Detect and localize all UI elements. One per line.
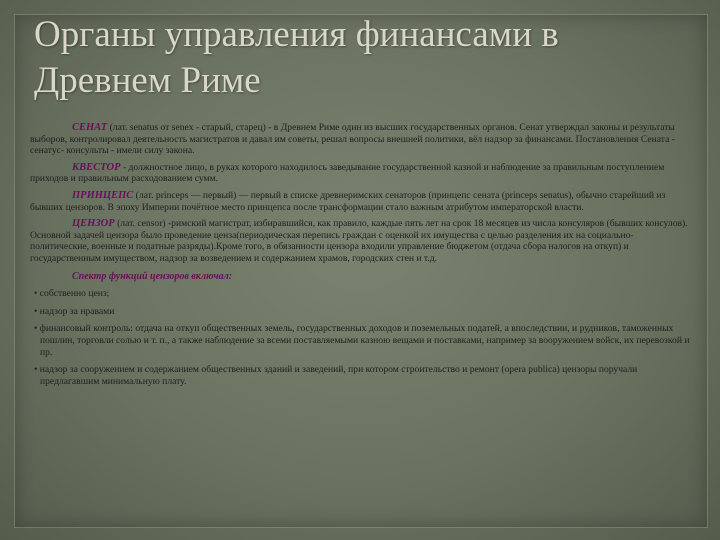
slide-title: Органы управления финансами в Древнем Риме xyxy=(34,14,559,101)
list-item-text: собственно ценз; xyxy=(39,288,110,300)
paragraph-censor xyxy=(30,218,692,264)
bullet-icon: • xyxy=(34,288,38,300)
list-item-text: надзор за нравами xyxy=(39,305,115,317)
paragraph-senate-text: (лат. senatus от senex - старый, старец) - в Древнем Риме один из высших государственных органов. Сенат утверждал законы и результаты выборов, контролировал деятельность магистратов и давал им советы, решал вопросы внешней политики, вёл надзор за финансами. Постановления Сената - сенатус- консульты - имели силу закона. xyxy=(30,122,675,157)
term-princeps: ПРИНЦЕПС xyxy=(72,189,134,201)
list-item xyxy=(30,288,692,300)
paragraph-princeps xyxy=(30,190,692,213)
paragraph-quaestor xyxy=(30,162,692,185)
term-senate: СЕНАТ xyxy=(72,122,108,133)
bullet-icon: • xyxy=(34,364,38,376)
paragraph-princeps-text: (лат. princeps — первый) — первый в списке древнеримских сенаторов (принцепс сената (princeps senatus), обычно старейший из бывших цензоров. В эпоху Империи почётное место принцепса после трансформации стало важным атрибутом императорской власти. xyxy=(30,189,666,213)
term-censor: ЦЕНЗОР xyxy=(72,218,115,230)
list-item xyxy=(30,364,692,387)
spectrum-heading: Спектр функций цензоров включал: xyxy=(72,270,233,282)
slide-content xyxy=(30,122,692,393)
list-item-text: надзор за сооружением и содержанием общественных зданий и заведений, при котором строительство и ремонт (opera publica) цензоры поручали предлагавшим минимальную плату. xyxy=(39,364,638,387)
paragraph-senate xyxy=(30,122,692,157)
paragraph-quaestor-text: - должностное лицо, в руках которого находилось заведывание государственной казной и наблюдение за правильным поступлением приходов и правильным расходованием сумм. xyxy=(30,161,665,185)
term-quaestor: КВЕСТОР xyxy=(72,161,121,173)
list-item xyxy=(30,323,692,358)
list-item xyxy=(30,306,692,318)
bullet-icon: • xyxy=(34,305,38,317)
bullet-icon: • xyxy=(34,323,38,335)
list-item-text: финансовый контроль: отдача на откуп общественных земель, государственных доходов и поземельных податей, а впоследствии, и рудников, таможенных пошлин, торговли солью и т. п., а также наблюдение за всеми поставляемыми казною вещами и поставками, например за вооружением войск, их перевозкой и пр. xyxy=(39,323,690,358)
paragraph-censor-text: (лат. censor) -римский магистрат, избиравшийся, как правило, каждые пять лет на срок 18 месяцев из числа консуляров (бывших консулов). Основной задачей цензора было проведение ценза(периодическая перепись граждан с оценкой их имущества с целью разделения их на социально-политические, военные и податные разряды).Кроме того, в обязанности цензора входили управление бюджетом (отдача сбора налогов на откуп) и государственным имуществом, надзор за возведением и содержанием храмов, городских стен и т.д. xyxy=(30,218,688,264)
